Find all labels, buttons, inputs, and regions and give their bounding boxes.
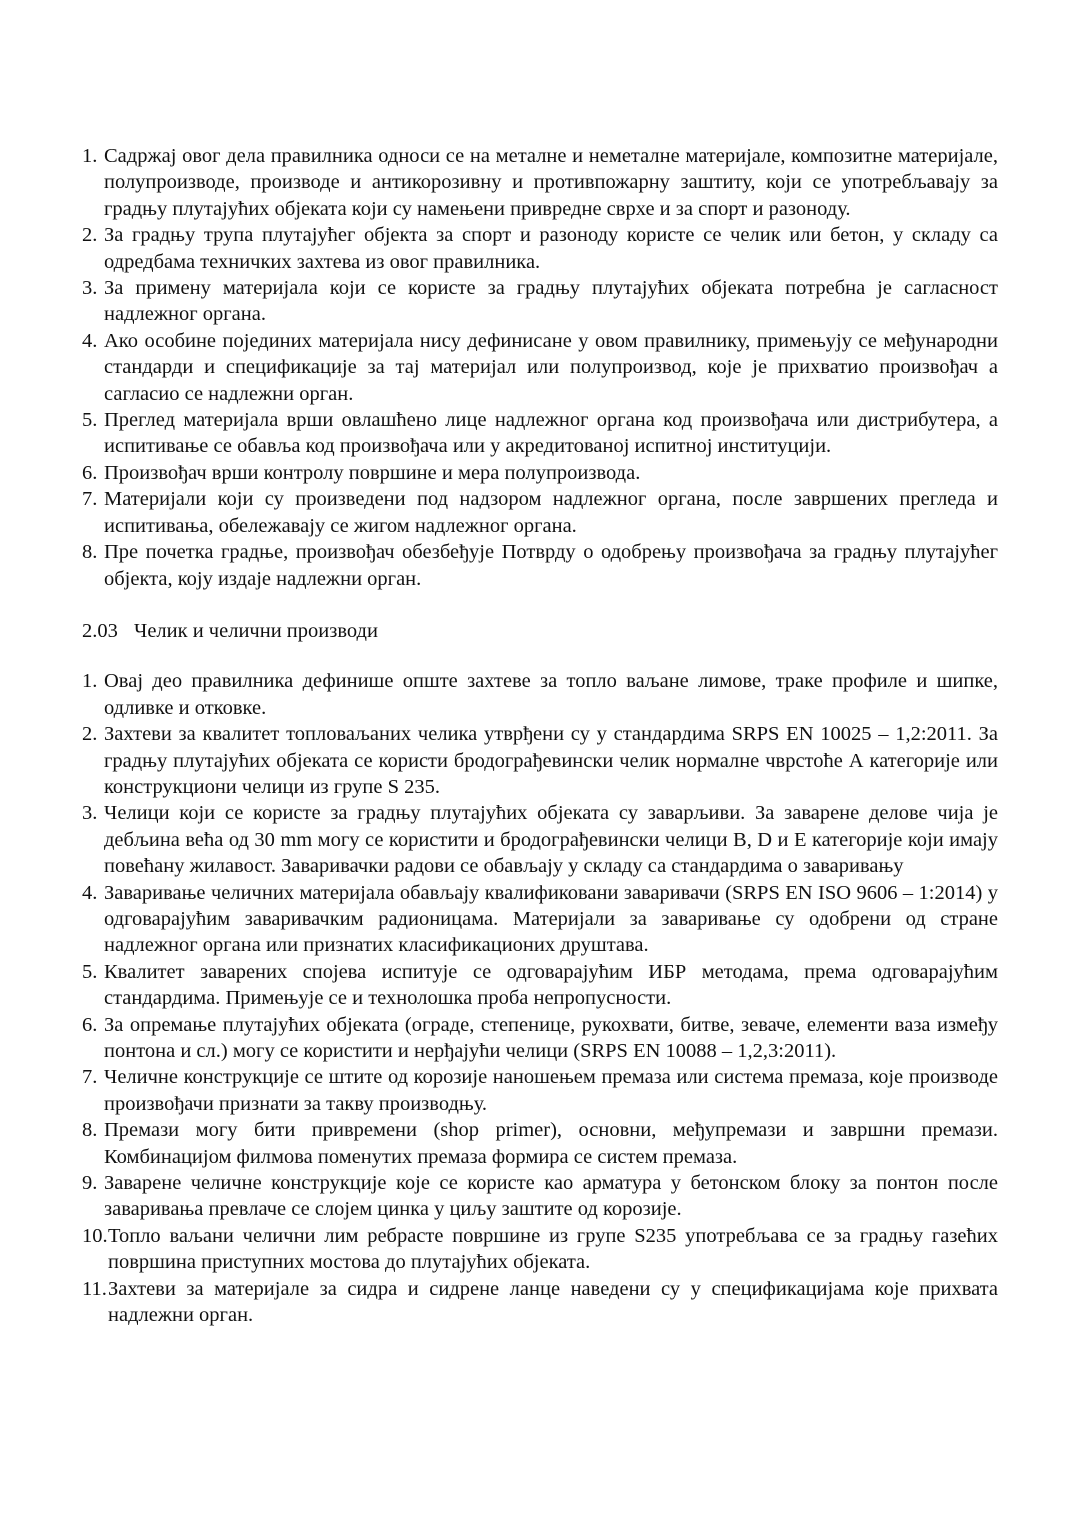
steel-products-list — [82, 668, 998, 1328]
item-text: Квалитет заварених спојева испитује се одговарајућим ИБР методама, према одговарајућим стандардима. Примењује се и технолошка проба непропусности. — [104, 960, 998, 1010]
item-number: 1. — [82, 145, 98, 167]
list-item — [82, 1276, 998, 1329]
list-item — [82, 800, 998, 879]
item-number: 5. — [82, 960, 98, 983]
item-number: 2. — [82, 224, 98, 247]
list-item — [82, 721, 998, 800]
list-item — [82, 1012, 998, 1065]
item-number: 6. — [82, 1013, 98, 1036]
list-item — [82, 539, 998, 592]
item-text: Преглед материјала врши овлашћено лице надлежног органа код произвођача или дистрибутера, а испитивање се обавља код произвођача или у акредитованој испитној институцији. — [104, 409, 998, 458]
item-text: За опремање плутајућих објеката (ограде, степенице, рукохвати, битве, зеваче, елементи ваза између понтона и сл.) могу се користити и нерђајући челици (SRPS EN 10088 – 1,2,3:2011). — [104, 1013, 998, 1062]
section-title: Челик и челични производи — [134, 619, 378, 642]
item-text: Челичне конструкције се штите од корозије наношењем премаза или система премаза, које производе произвођачи признати за такву производњу. — [104, 1066, 998, 1115]
item-number: 7. — [82, 488, 98, 511]
item-number: 7. — [82, 1066, 98, 1089]
general-requirements-list — [82, 143, 998, 592]
item-number: 9. — [82, 1172, 98, 1195]
list-item — [82, 328, 998, 407]
item-number: 11. — [82, 1277, 107, 1300]
item-text: Премази могу бити привремени (shop primer), основни, међупремази и завршни премази. Комбинацијом филмова поменутих премаза формира се систем премаза. — [104, 1119, 998, 1168]
document-page — [82, 143, 998, 1328]
item-text: Ако особине појединих материјала нису дефинисане у овом правилнику, примењују се међународни стандарди и спецификације за тај материјал или полупроизвод, које је прихватио произвођач а сагласио се надлежни орган. — [104, 329, 998, 405]
item-number: 1. — [82, 670, 98, 693]
item-number: 8. — [82, 541, 98, 564]
list-item — [82, 1223, 998, 1276]
item-text: За примену материјала који се користе за градњу плутајућих објеката потребна је сагласност надлежног органа. — [104, 277, 998, 326]
item-number: 3. — [82, 802, 98, 825]
item-text: Пре почетка градње, произвођач обезбеђује Потврду о одобрењу произвођача за градњу плутајућег објекта, коју издаје надлежни орган. — [104, 541, 998, 590]
list-item — [82, 959, 998, 1012]
item-number: 3. — [82, 277, 98, 300]
item-text: Челици који се користе за градњу плутајућих објеката су заварљиви. За заварене делове чија је дебљина већа од 30 mm могу се користити и бродограђевински челици B, D и E категорије који имају повећану жилавост. Заваривачки радови се обављају у складу са стандардима о заваривању — [104, 802, 998, 878]
item-number: 10. — [82, 1224, 108, 1247]
list-item — [82, 275, 998, 328]
item-text: Произвођач врши контролу површине и мера полупроизвода. — [104, 461, 641, 484]
item-number: 5. — [82, 409, 98, 432]
item-text: Материјали који су произведени под надзором надлежног органа, после завршених прегледа и испитивања, обележавају се жигом надлежног органа. — [104, 488, 998, 537]
item-text: Заваривање челичних материјала обављају квалификовани заваривачи (SRPS EN ISO 9606 – 1:2014) у одговарајућим заваривачким радионицама. Материјали за заваривање су одобрени од стране надлежног органа или признатих класификационих друштава. — [104, 881, 998, 957]
item-text: Захтеви за материјале за сидра и сидрене ланце наведени су у спецификацијама које прихвата надлежни орган. — [108, 1277, 998, 1327]
list-item — [82, 1064, 998, 1117]
list-item — [82, 486, 998, 539]
item-text: Заварене челичне конструкције које се користе као арматура у бетонском блоку за понтон после заваривања превлаче се слојем цинка у циљу заштите од корозије. — [104, 1172, 998, 1221]
section-number: 2.03 — [82, 619, 118, 642]
item-text: За градњу трупа плутајућег објекта за спорт и разоноду користе се челик или бетон, у складу са одредбама техничких захтева из овог правилника. — [104, 224, 998, 273]
list-item — [82, 1117, 998, 1170]
item-text: Захтеви за квалитет топловаљаних челика утврђени су у стандардима SRPS EN 10025 – 1,2:2011. За градњу плутајућих објеката се користи бродограђевински челик нормалне чврстоће А категорије или конструкциони челици из групе S 235. — [104, 723, 998, 798]
item-number: 2. — [82, 723, 98, 746]
list-item — [82, 460, 998, 486]
list-item — [82, 1170, 998, 1223]
item-number: 6. — [82, 461, 98, 484]
item-text: Топло ваљани челични лим ребрасте површине из групе S235 употребљава се за градњу газећих површина приступних мостова до плутајућих објеката. — [108, 1224, 998, 1274]
list-item — [82, 143, 998, 222]
list-item — [82, 407, 998, 460]
list-item — [82, 222, 998, 275]
section-heading — [82, 618, 998, 644]
list-item — [82, 880, 998, 959]
item-number: 4. — [82, 881, 98, 904]
item-number: 4. — [82, 329, 98, 352]
item-number: 8. — [82, 1119, 98, 1142]
list-item — [82, 668, 998, 721]
item-text: Садржај овог дела правилника односи се на металне и неметалне материјале, композитне материјале, полупроизводе, производе и антикорозивну и противпожарну заштиту, који се употребљавају за градњу плутајућих објеката који су намењени привредне сврхе и за спорт и разоноду. — [104, 145, 998, 220]
item-text: Овај део правилника дефинише опште захтеве за топло ваљане лимове, траке профиле и шипке, одливке и отковке. — [104, 670, 998, 719]
